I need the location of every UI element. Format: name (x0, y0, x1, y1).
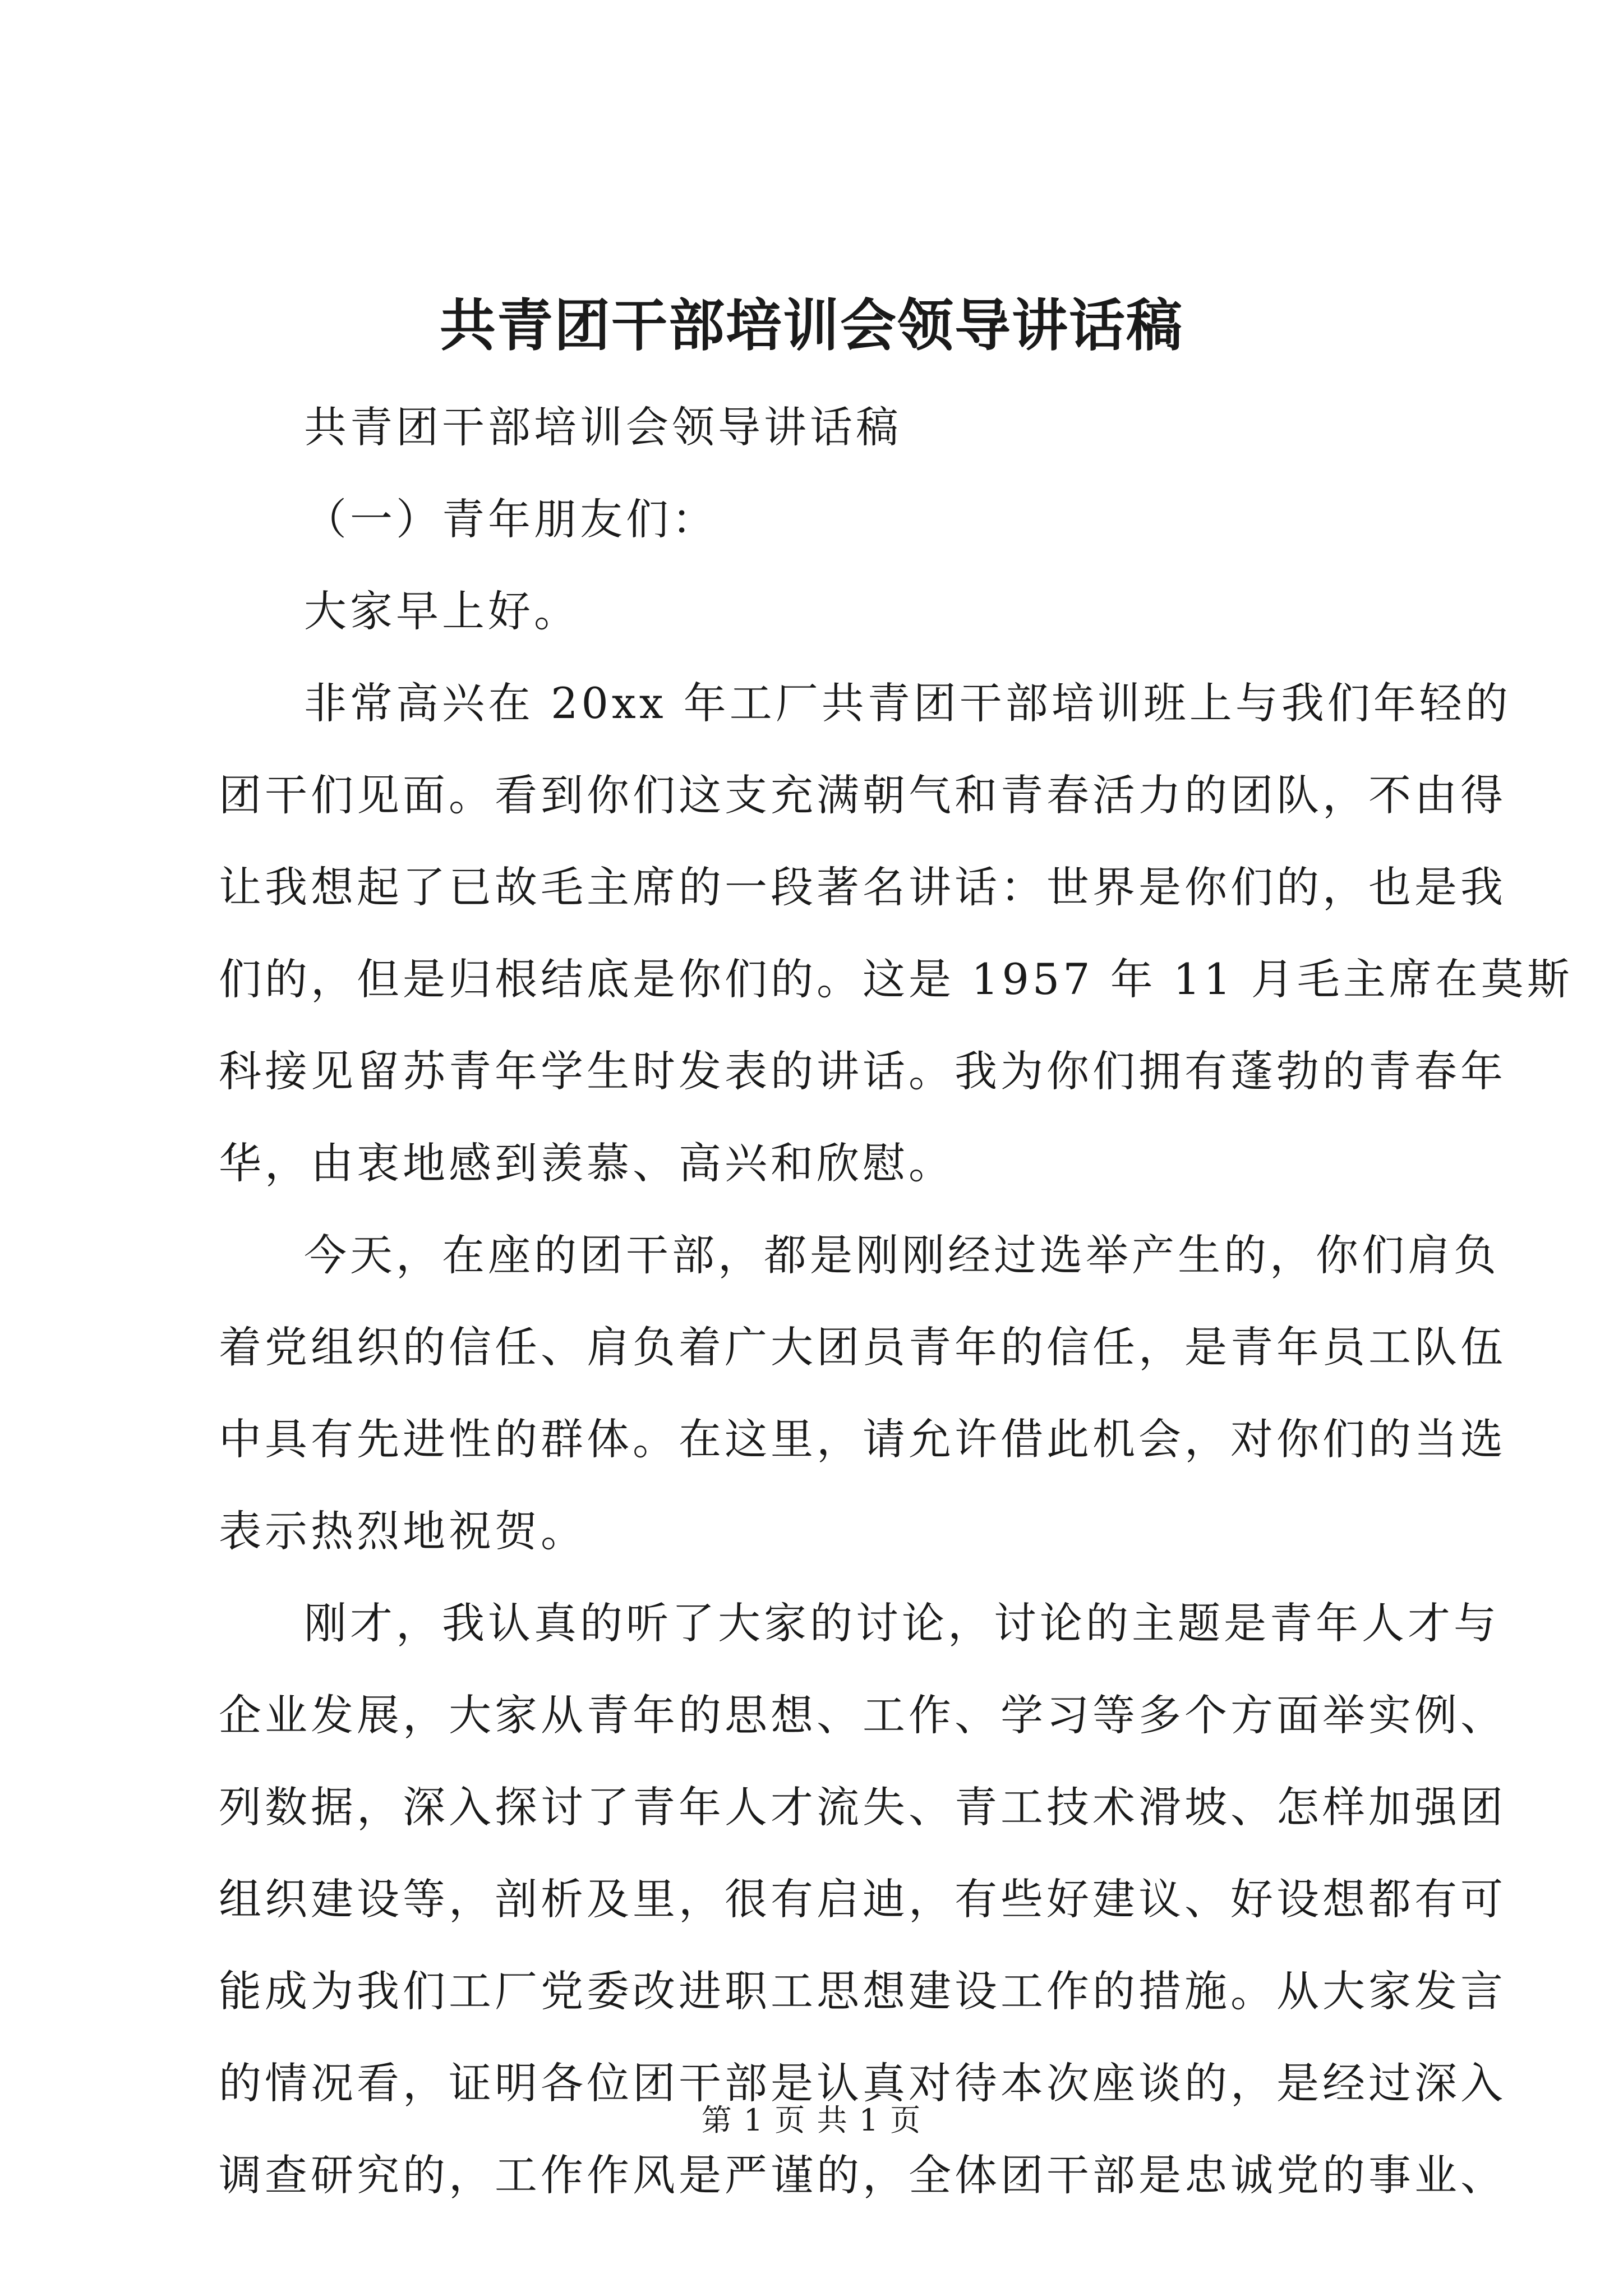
body-line: 团干们见面。看到你们这支充满朝气和青春活力的团队，不由得 (219, 770, 1506, 820)
body-line: 科接见留苏青年学生时发表的讲话。我为你们拥有蓬勃的青春年 (219, 1046, 1506, 1096)
body-line: 着党组织的信任、肩负着广大团员青年的信任，是青年员工队伍 (219, 1322, 1506, 1372)
page-number-footer: 第 1 页 共 1 页 (701, 2102, 922, 2138)
document-body (219, 381, 1573, 2221)
body-line: 的情况看，证明各位团干部是认真对待本次座谈的，是经过深入 (219, 2058, 1506, 2108)
body-line: 列数据，深入探讨了青年人才流失、青工技术滑坡、怎样加强团 (219, 1782, 1506, 1832)
body-line: 调查研究的，工作作风是严谨的，全体团干部是忠诚党的事业、 (219, 2150, 1506, 2200)
body-line: （一）青年朋友们： (304, 494, 718, 544)
body-line: 企业发展，大家从青年的思想、工作、学习等多个方面举实例、 (219, 1690, 1506, 1740)
body-line: 表示热烈地祝贺。 (219, 1506, 587, 1556)
body-line: 大家早上好。 (304, 586, 580, 636)
body-line: 中具有先进性的群体。在这里，请允许借此机会，对你们的当选 (219, 1414, 1506, 1464)
body-line: 让我想起了已故毛主席的一段著名讲话：世界是你们的，也是我 (219, 862, 1506, 912)
body-line: 华，由衷地感到羡慕、高兴和欣慰。 (219, 1138, 955, 1188)
body-line: 刚才，我认真的听了大家的讨论，讨论的主题是青年人才与 (304, 1598, 1500, 1648)
body-line: 非常高兴在 20xx 年工厂共青团干部培训班上与我们年轻的 (304, 678, 1511, 728)
body-line: 今天，在座的团干部，都是刚刚经过选举产生的，你们肩负 (304, 1230, 1500, 1280)
body-line: 组织建设等，剖析及里，很有启迪，有些好建议、好设想都有可 (219, 1874, 1506, 1924)
body-line: 们的，但是归根结底是你们的。这是 1957 年 11 月毛主席在莫斯 (219, 954, 1573, 1004)
document-title: 共青团干部培训会领导讲话稿 (440, 292, 1183, 358)
body-line: 共青团干部培训会领导讲话稿 (304, 402, 902, 452)
body-line: 能成为我们工厂党委改进职工思想建设工作的措施。从大家发言 (219, 1966, 1506, 2016)
